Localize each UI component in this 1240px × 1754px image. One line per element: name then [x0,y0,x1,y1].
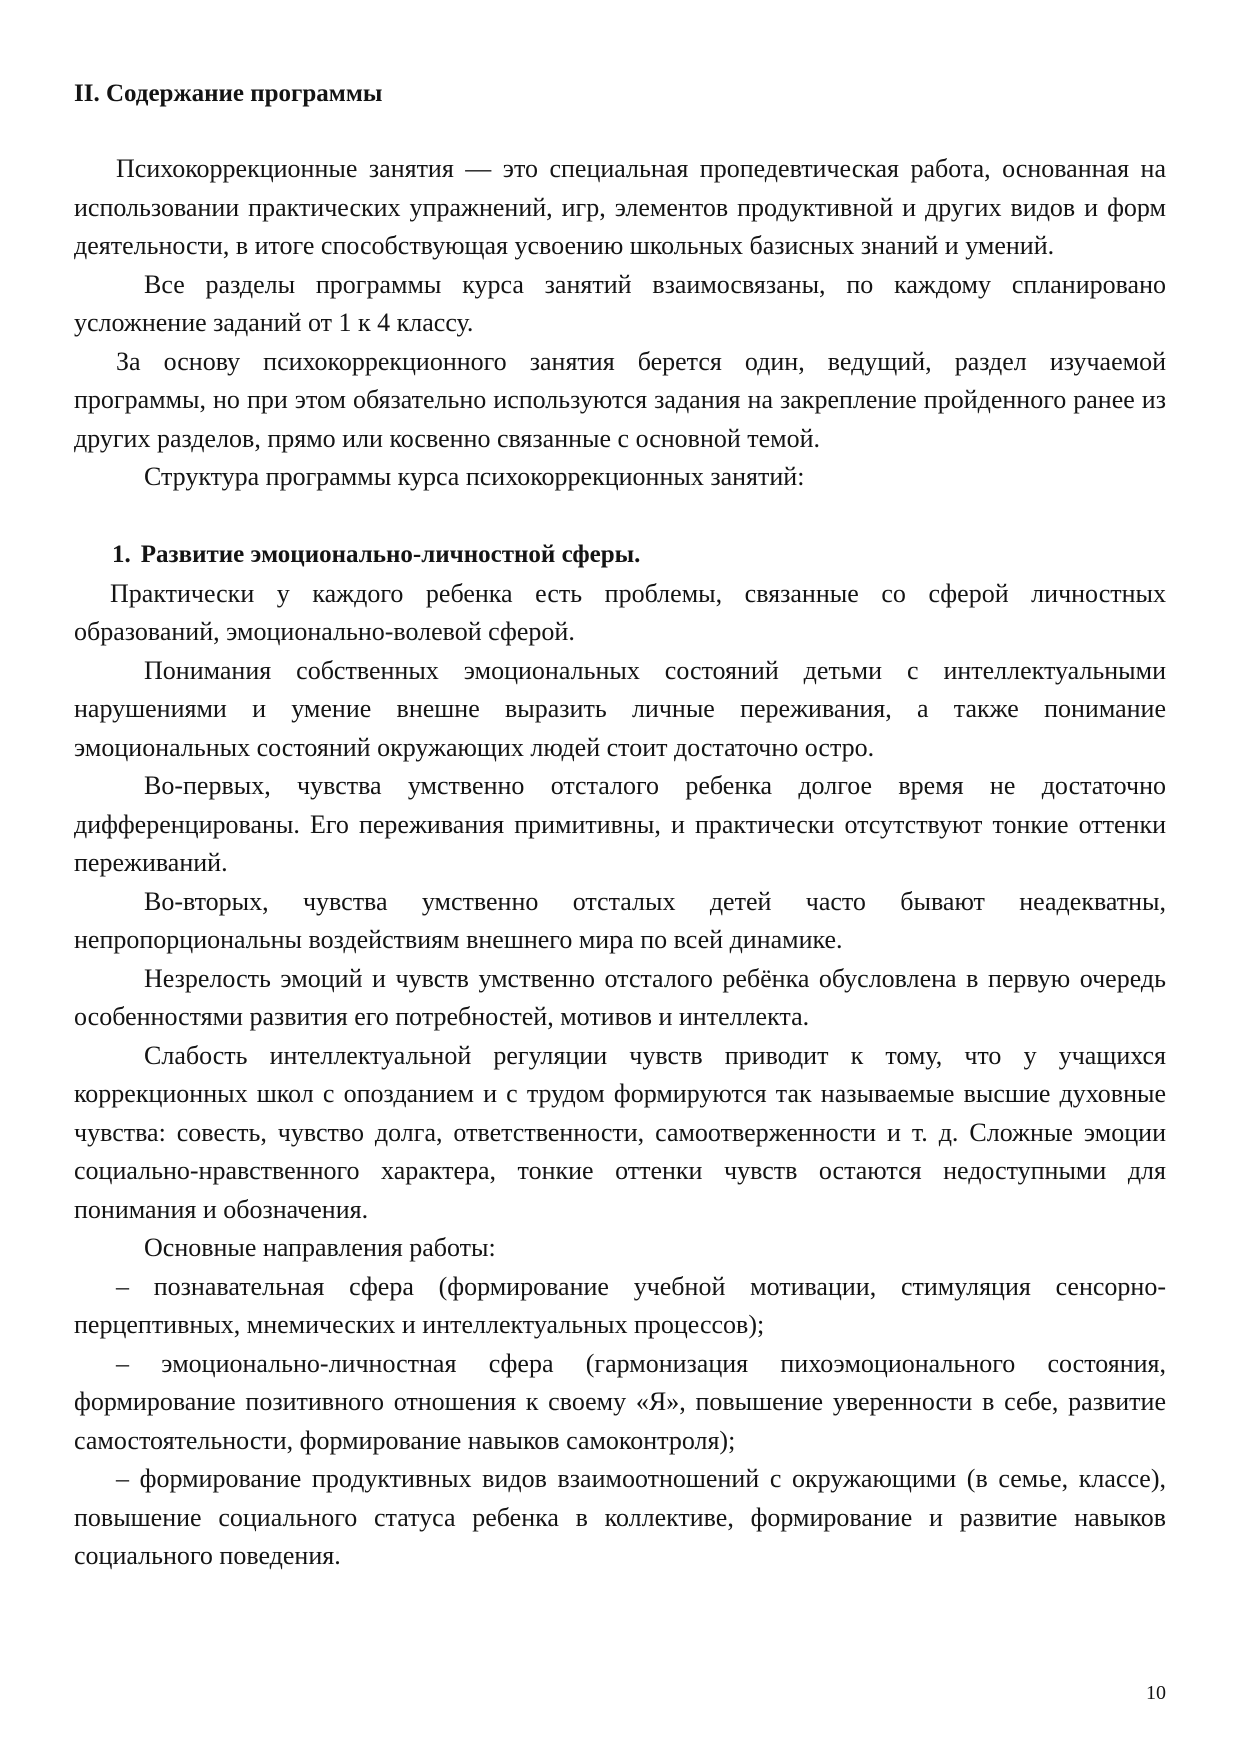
body-paragraph: Во-вторых, чувства умственно отсталых детей часто бывают неадекватны, непропорциональны воздействиям внешнего мира по всей динамике. [74,886,1166,954]
document-page [74,76,1166,1576]
intro-paragraph: За основу психокоррекционного занятия берется один, ведущий, раздел изучаемой программы, но при этом обязательно используются задания на закрепление пройденного ранее из других разделов, прямо или косвенно связанные с основной темой. [74,346,1166,453]
body-paragraph: Незрелость эмоций и чувств умственно отсталого ребёнка обусловлена в первую очередь особенностями развития его потребностей, мотивов и интеллекта. [74,963,1166,1031]
intro-paragraph: Все разделы программы курса занятий взаимосвязаны, по каждому спланировано усложнение заданий от 1 к 4 классу. [74,269,1166,337]
list-item: – эмоционально-личностная сфера (гармонизация пихоэмоционального состояния, формирование позитивного отношения к своему «Я», повышение уверенности в себе, развитие самостоятельности, формирование навыков самоконтроля); [74,1348,1166,1455]
list-item: – познавательная сфера (формирование учебной мотивации, стимуляция сенсорно-перцептивных, мнемических и интеллектуальных процессов); [74,1271,1166,1339]
subsection-number: 1. [112,540,131,568]
body-paragraph: Основные направления работы: [144,1233,496,1262]
section-heading: II. Содержание программы [74,80,383,107]
body-paragraph: Понимания собственных эмоциональных состояний детьми с интеллектуальными нарушениями и умение внешне выразить личные переживания, а также понимание эмоциональных состояний окружающих людей стоит достаточно остро. [74,655,1166,762]
body-paragraph: Слабость интеллектуальной регуляции чувств приводит к тому, что у учащихся коррекционных школ с опозданием и с трудом формируются так называемые высшие духовные чувства: совесть, чувство долга, ответственности, самоотверженности и т. д. Сложные эмоции социально-нравственного характера, тонкие оттенки чувств остаются недоступными для понимания и обозначения. [74,1040,1166,1224]
intro-paragraph: Психокоррекционные занятия — это специальная пропедевтическая работа, основанная на использовании практических упражнений, игр, элементов продуктивной и других видов и форм деятельности, в итоге способствующая усвоению школьных базисных знаний и умений. [74,154,1166,260]
intro-paragraph: Структура программы курса психокоррекционных занятий: [144,462,805,491]
body-paragraph: Во-первых, чувства умственно отсталого ребенка долгое время не достаточно дифференцированы. Его переживания примитивны, и практически отсутствуют тонкие оттенки переживаний. [74,771,1166,877]
list-item: – формирование продуктивных видов взаимоотношений с окружающими (в семье, классе), повышение социального статуса ребенка в коллективе, формирование и развитие навыков социального поведения. [74,1464,1166,1570]
subsection-title [74,535,1166,575]
subsection-title-text: Развитие эмоционально-личностной сферы. [140,540,641,568]
page-number: 10 [1146,1682,1166,1704]
body-paragraph: Практически у каждого ребенка есть проблемы, связанные со сферой личностных образований, эмоционально-волевой сферой. [74,578,1166,646]
